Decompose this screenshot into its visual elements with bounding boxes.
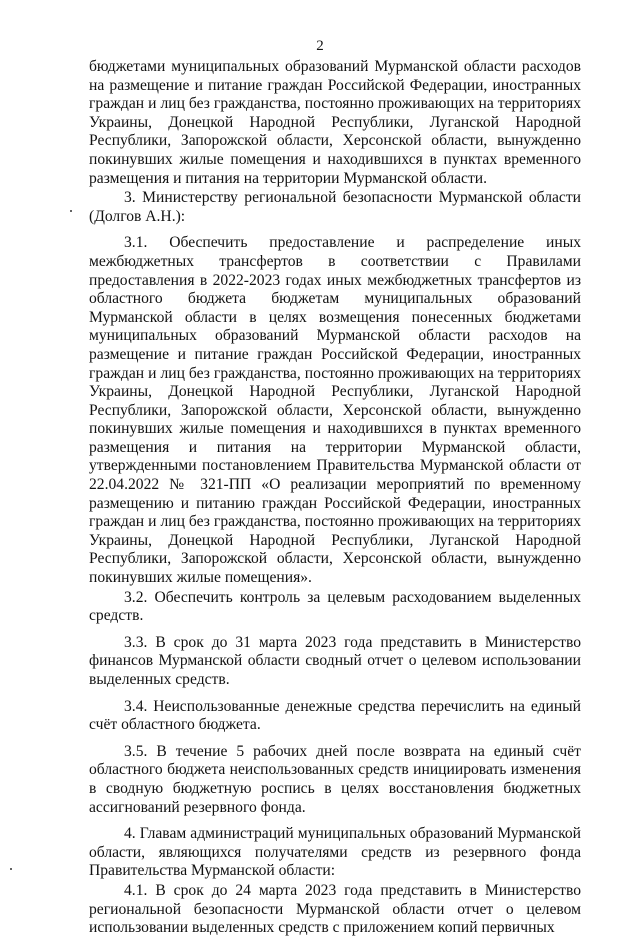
paragraph-item-3-5: 3.5. В течение 5 рабочих дней после возврата на единый счёт областного бюджета неиспользованных средств инициировать изменения в сводную бюджетную роспись в целях восстановления бюджетных ассигнований резервного фонда. <box>89 742 581 816</box>
paragraph-item-4: 4. Главам администраций муниципальных образований Мурманской области, являющихся получателями средств из резервного фонда Правительства Мурманской области: <box>89 825 581 880</box>
scan-speck <box>10 868 12 870</box>
paragraph-item-3-1: 3.1. Обеспечить предоставление и распределение иных межбюджетных трансфертов в соответствии с Правилами предоставления в 2022-2023 годах иных межбюджетных трансфертов из областного бюджета бюджетам муниципальных образований Мурманской области в целях возмещения понесенных бюджетами муниципальных образований Мурманской области расходов на размещение и питание граждан Российской Федерации, иностранных граждан и лиц без гражданства, постоянно проживающих на территориях Украины, Донецкой Народной Республики, Луганской Народной Республики, Запорожской области, Херсонской области, вынужденно покинувших жилые помещения и находившихся в пунктах временного размещения и питания на территории Мурманской области, утвержденными постановлением Правительства Мурманской области от 22.04.2022 № 321-ПП «О реализации мероприятий по временному размещению и питанию граждан Российской Федерации, иностранных граждан и лиц без гражданства, постоянно проживающих на территориях Украины, Донецкой Народной Республики, Луганской Народной Республики, Запорожской области, Херсонской области, вынужденно покинувших жилые помещения». <box>89 234 581 587</box>
document-body <box>89 58 581 938</box>
paragraph-item-3-4: 3.4. Неиспользованные денежные средства перечислить на единый счёт областного бюджета. <box>89 697 581 734</box>
paragraph-continuation: бюджетами муниципальных образований Мурманской области расходов на размещение и питание граждан Российской Федерации, иностранных граждан и лиц без гражданства, постоянно проживающих на территориях Украины, Донецкой Народной Республики, Луганской Народной Республики, Запорожской области, Херсонской области, вынужденно покинувших жилые помещения и находившихся в пунктах временного размещения и питания на территории Мурманской области. <box>89 58 581 187</box>
scan-speck <box>70 210 72 212</box>
paragraph-item-3: 3. Министерству региональной безопасности Мурманской области (Долгов А.Н.): <box>89 189 581 225</box>
paragraph-item-3-3: 3.3. В срок до 31 марта 2023 года представить в Министерство финансов Мурманской области сводный отчет о целевом использовании выделенных средств. <box>89 633 581 688</box>
page-number: 2 <box>316 38 324 54</box>
paragraph-item-3-2: 3.2. Обеспечить контроль за целевым расходованием выделенных средств. <box>89 588 581 625</box>
paragraph-item-4-1: 4.1. В срок до 24 марта 2023 года представить в Министерство региональной безопасности Мурманской области отчет о целевом использовании выделенных средств с приложением копий первичных <box>89 881 581 937</box>
